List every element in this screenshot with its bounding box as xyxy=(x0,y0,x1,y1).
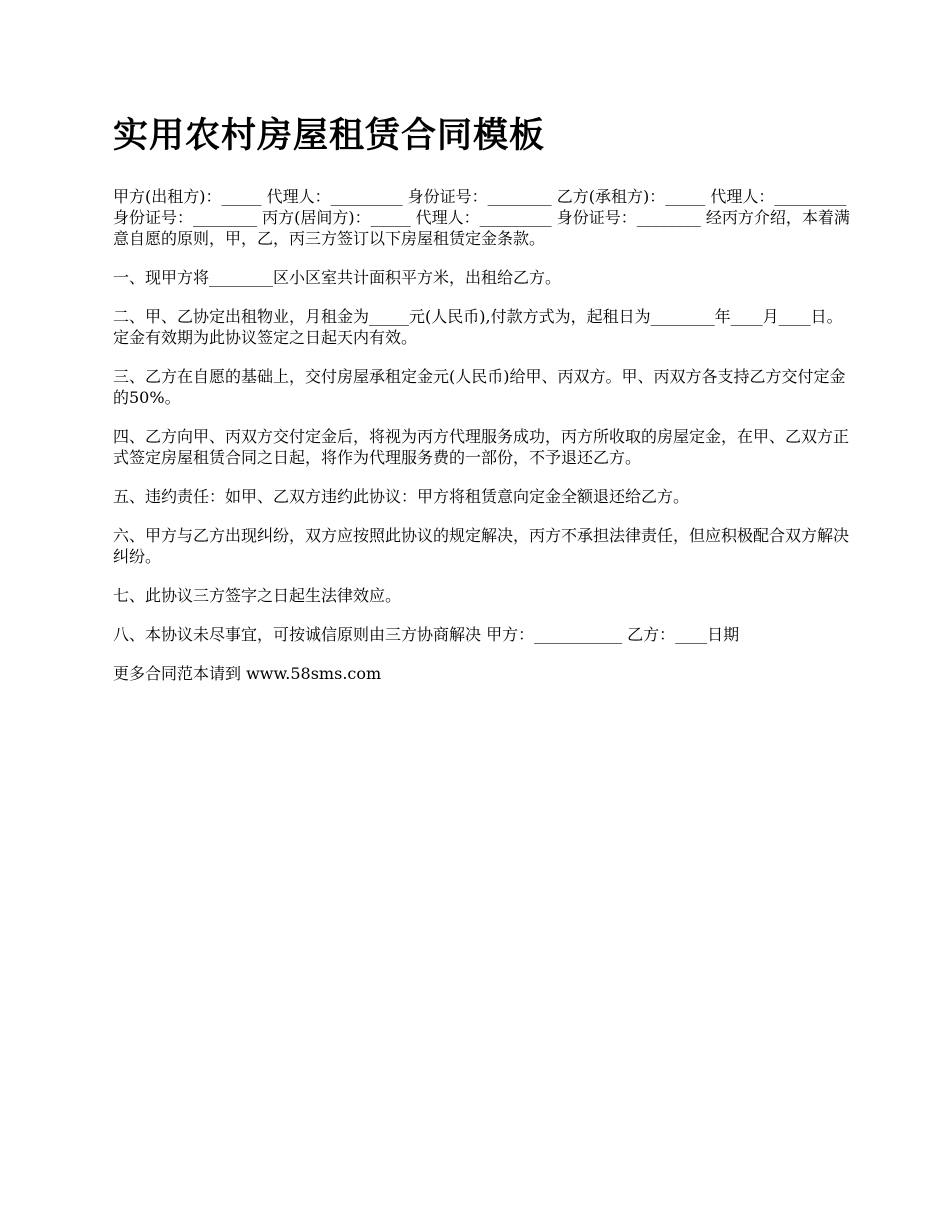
clause-7: 七、此协议三方签字之日起生法律效应。 xyxy=(113,586,402,605)
clause-2: 二、甲、乙协定出租物业，月租金为_____元(人民币),付款方式为，起租日为________年____月____日。定金有效期为此协议签定之日起天内有效。 xyxy=(113,307,843,347)
clause-5: 五、违约责任：如甲、乙双方违约此协议：甲方将租赁意向定金全额退还给乙方。 xyxy=(113,487,690,506)
parties-paragraph: 甲方(出租方)：_____ 代理人：_________ 身份证号：________ 乙方(承租方)：_____ 代理人：_________ 身份证号：________ 丙方(居间方)：_____ 代理人：_________ 身份证号：________ 经丙方介绍，本着满意自愿的原则，甲，乙，丙三方签订以下房屋租赁定金条款。 xyxy=(113,187,852,248)
document-page xyxy=(113,112,853,702)
document-title: 实用农村房屋租赁合同模板 xyxy=(113,116,546,156)
footer-more-templates: 更多合同范本请到 www.58sms.com xyxy=(113,664,382,683)
clause-4: 四、乙方向甲、丙双方交付定金后，将视为丙方代理服务成功，丙方所收取的房屋定金，在甲、乙双方正式签定房屋租赁合同之日起，将作为代理服务费的一部份，不予退还乙方。 xyxy=(113,427,850,467)
clause-1: 一、现甲方将________区小区室共计面积平方米，出租给乙方。 xyxy=(113,268,562,287)
clause-8-signatures: 八、本协议未尽事宜，可按诚信原则由三方协商解决 甲方：___________ 乙方：____日期 xyxy=(113,625,740,644)
clause-6: 六、甲方与乙方出现纠纷，双方应按照此协议的规定解决，丙方不承担法律责任，但应积极配合双方解决纠纷。 xyxy=(113,526,850,566)
clause-3: 三、乙方在自愿的基础上，交付房屋承租定金元(人民币)给甲、丙双方。甲、丙双方各支持乙方交付定金的50%。 xyxy=(113,367,846,407)
